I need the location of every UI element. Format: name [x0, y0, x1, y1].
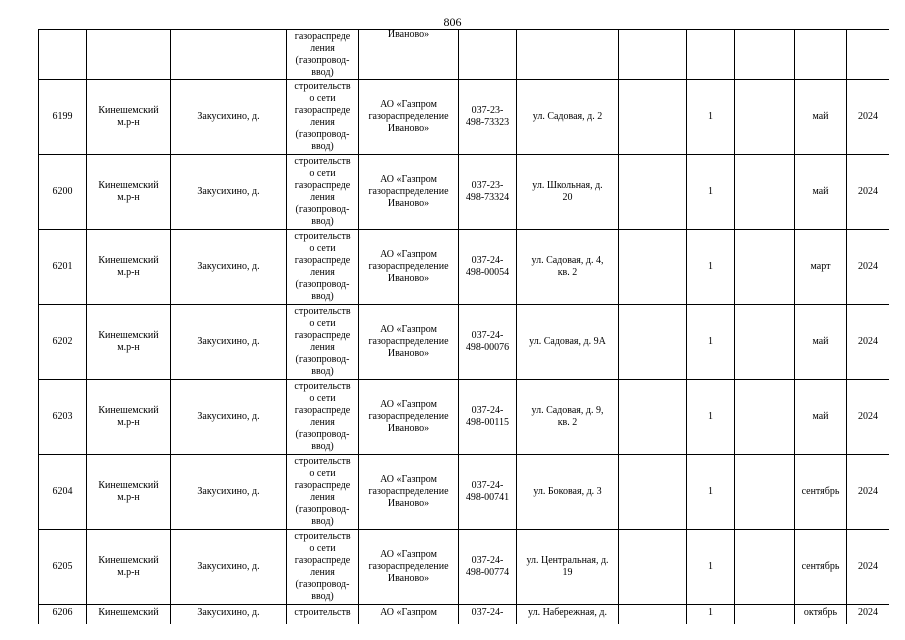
cell-code: 037-23- 498-73324 [459, 155, 517, 230]
cell-quantity: 1 [687, 380, 735, 455]
cell-number: 6202 [39, 305, 87, 380]
cell-year: 2024 [847, 305, 890, 380]
cell-address: ул. Школьная, д. 20 [517, 155, 619, 230]
cell-empty [619, 80, 687, 155]
cell-address: ул. Центральная, д. 19 [517, 530, 619, 605]
table-row [39, 80, 890, 155]
cell-empty [735, 305, 795, 380]
cell-code: 037-23- 498-73323 [459, 80, 517, 155]
cell-org: АО «Газпром газораспределение Иваново» [359, 380, 459, 455]
cell-empty [619, 305, 687, 380]
cell-district: Кинешемский м.р-н [87, 455, 171, 530]
cell-year: 2024 [847, 80, 890, 155]
cell-quantity: 1 [687, 305, 735, 380]
cell-empty [619, 230, 687, 305]
cell-work: строительств о сети газораспреде ления (газопровод- ввод) [287, 380, 359, 455]
cell-year: 2024 [847, 455, 890, 530]
cell-month: май [795, 155, 847, 230]
cell-district: Кинешемский м.р-н [87, 530, 171, 605]
cell-empty [619, 530, 687, 605]
cell-empty [735, 455, 795, 530]
table-row [39, 605, 890, 625]
cell-quantity: 1 [687, 230, 735, 305]
cell-code: 037-24- 498-00054 [459, 230, 517, 305]
cell-work: строительств о сети газораспреде ления (газопровод- ввод) [287, 155, 359, 230]
cell-empty [619, 455, 687, 530]
cell-number: 6205 [39, 530, 87, 605]
cell-number: 6200 [39, 155, 87, 230]
cell-year: 2024 [847, 230, 890, 305]
cell-place: Закусихино, д. [171, 530, 287, 605]
cell-year: 2024 [847, 380, 890, 455]
cell-district: Кинешемский м.р-н [87, 230, 171, 305]
cell-address: ул. Садовая, д. 2 [517, 80, 619, 155]
cell-code: 037-24- [459, 605, 517, 625]
cell-org: АО «Газпром газораспределение Иваново» [359, 80, 459, 155]
cell-district: Кинешемский м.р-н [87, 380, 171, 455]
cell-empty [735, 380, 795, 455]
cell-month: май [795, 380, 847, 455]
table-row [39, 380, 890, 455]
cell-address: ул. Боковая, д. 3 [517, 455, 619, 530]
cell-month: октябрь [795, 605, 847, 625]
cell-year: 2024 [847, 530, 890, 605]
table-row [39, 455, 890, 530]
cell-address: ул. Садовая, д. 9, кв. 2 [517, 380, 619, 455]
cell-month: май [795, 80, 847, 155]
cell-empty [735, 605, 795, 625]
cell-work: строительств о сети газораспреде ления (газопровод- ввод) [287, 230, 359, 305]
cell-org: АО «Газпром газораспределение Иваново» [359, 305, 459, 380]
cell-org: Иваново» [359, 30, 459, 80]
cell-empty [735, 80, 795, 155]
table-row [39, 230, 890, 305]
cell-year: 2024 [847, 155, 890, 230]
cell-address: ул. Садовая, д. 4, кв. 2 [517, 230, 619, 305]
data-table [38, 29, 889, 624]
cell-quantity: 1 [687, 80, 735, 155]
cell-district: Кинешемский [87, 605, 171, 625]
data-table-container [38, 29, 889, 624]
cell-empty [735, 155, 795, 230]
cell-place: Закусихино, д. [171, 80, 287, 155]
cell-month: сентябрь [795, 530, 847, 605]
cell-month: май [795, 305, 847, 380]
cell-work: строительств о сети газораспреде ления (газопровод- ввод) [287, 305, 359, 380]
cell-empty [735, 230, 795, 305]
cell-month: март [795, 230, 847, 305]
cell-empty [619, 605, 687, 625]
cell-work: строительств [287, 605, 359, 625]
cell-address: ул. Садовая, д. 9А [517, 305, 619, 380]
cell-quantity: 1 [687, 605, 735, 625]
cell-place: Закусихино, д. [171, 605, 287, 625]
cell-number: 6203 [39, 380, 87, 455]
cell-org: АО «Газпром газораспределение Иваново» [359, 230, 459, 305]
cell-quantity: 1 [687, 530, 735, 605]
cell-quantity: 1 [687, 455, 735, 530]
cell-org: АО «Газпром газораспределение Иваново» [359, 455, 459, 530]
cell-place: Закусихино, д. [171, 155, 287, 230]
cell-work: газораспреде ления (газопровод- ввод) [287, 30, 359, 80]
cell-number: 6206 [39, 605, 87, 625]
table-row [39, 305, 890, 380]
cell-org: АО «Газпром газораспределение Иваново» [359, 530, 459, 605]
cell-number: 6201 [39, 230, 87, 305]
table-row [39, 530, 890, 605]
cell-quantity: 1 [687, 155, 735, 230]
cell-work: строительств о сети газораспреде ления (газопровод- ввод) [287, 455, 359, 530]
cell-district: Кинешемский м.р-н [87, 80, 171, 155]
page-number: 806 [443, 15, 462, 29]
cell-code: 037-24- 498-00741 [459, 455, 517, 530]
cell-month: сентябрь [795, 455, 847, 530]
cell-place: Закусихино, д. [171, 305, 287, 380]
cell-place: Закусихино, д. [171, 455, 287, 530]
cell-org: АО «Газпром [359, 605, 459, 625]
cell-empty [619, 155, 687, 230]
cell-org: АО «Газпром газораспределение Иваново» [359, 155, 459, 230]
cell-empty [735, 530, 795, 605]
cell-code: 037-24- 498-00076 [459, 305, 517, 380]
table-row-continued [39, 30, 890, 80]
cell-empty [619, 380, 687, 455]
cell-place: Закусихино, д. [171, 380, 287, 455]
cell-district: Кинешемский м.р-н [87, 305, 171, 380]
cell-address: ул. Набережная, д. [517, 605, 619, 625]
cell-work: строительств о сети газораспреде ления (газопровод- ввод) [287, 530, 359, 605]
cell-place: Закусихино, д. [171, 230, 287, 305]
cell-work: строительств о сети газораспреде ления (газопровод- ввод) [287, 80, 359, 155]
cell-number: 6199 [39, 80, 87, 155]
table-row [39, 155, 890, 230]
cell-year: 2024 [847, 605, 890, 625]
cell-code: 037-24- 498-00774 [459, 530, 517, 605]
cell-number: 6204 [39, 455, 87, 530]
cell-code: 037-24- 498-00115 [459, 380, 517, 455]
cell-district: Кинешемский м.р-н [87, 155, 171, 230]
